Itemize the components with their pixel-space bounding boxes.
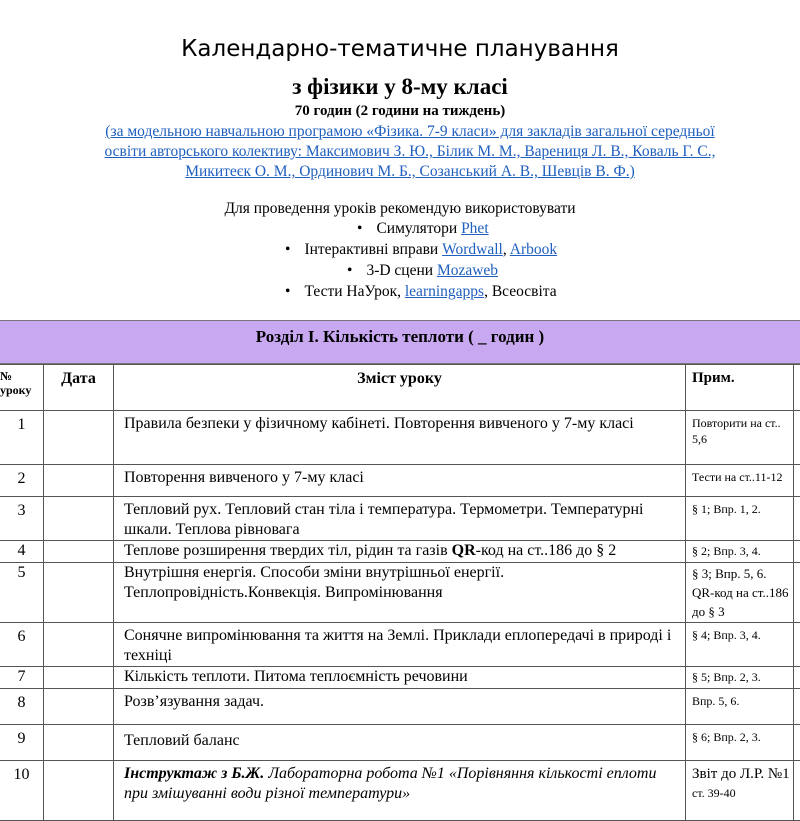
lesson-number: 1 <box>0 411 44 465</box>
lesson-number: 3 <box>0 497 44 541</box>
lesson-content: Тепловий баланс <box>114 725 686 761</box>
extra-cell <box>794 465 800 497</box>
extra-cell <box>794 623 800 667</box>
resource-item-3d <box>347 262 498 280</box>
lesson-note: § 3; Впр. 5, 6. QR-код на ст..186 до § 3 <box>686 563 794 623</box>
table-row <box>0 541 800 563</box>
recommend-text: Для проведення уроків рекомендую використовувати <box>0 200 800 218</box>
lesson-content: Кількість теплоти. Питома теплоємність речовини <box>114 667 686 689</box>
table-row <box>0 623 800 667</box>
lesson-date[interactable] <box>44 541 114 563</box>
header-extra <box>794 365 800 411</box>
resource-label: Тести НаУрок, <box>304 283 404 300</box>
extra-cell <box>794 497 800 541</box>
table-row <box>0 563 800 623</box>
lesson-number: 2 <box>0 465 44 497</box>
lesson-number: 7 <box>0 667 44 689</box>
table-row <box>0 725 800 761</box>
lesson-date[interactable] <box>44 689 114 725</box>
bullet-icon: • <box>357 220 362 238</box>
lesson-note: § 6; Впр. 2, 3. <box>686 725 794 761</box>
lesson-note: Повторити на ст.. 5,6 <box>686 411 794 465</box>
lesson-note: Тести на ст..11-12 <box>686 465 794 497</box>
link-phet[interactable]: Phet <box>461 220 489 237</box>
link-learningapps[interactable]: learningapps <box>405 283 484 300</box>
separator: , <box>503 241 510 258</box>
lesson-note: § 1; Впр. 1, 2. <box>686 497 794 541</box>
lesson-date[interactable] <box>44 563 114 623</box>
link-mozaweb[interactable]: Mozaweb <box>437 262 498 279</box>
instruction-label: Інструктаж з Б.Ж. <box>124 765 264 782</box>
lesson-note: § 4; Впр. 3, 4. <box>686 623 794 667</box>
hours-text: 70 годин (2 години на тиждень) <box>0 103 800 120</box>
lesson-date[interactable] <box>44 623 114 667</box>
header-note: Прим. <box>686 365 794 411</box>
resource-label: Симулятори <box>376 220 461 237</box>
lesson-date[interactable] <box>44 725 114 761</box>
bullet-icon: • <box>285 241 290 259</box>
lesson-note: Впр. 5, 6. <box>686 689 794 725</box>
header-lesson-number: № уроку <box>0 365 44 411</box>
lesson-date[interactable] <box>44 465 114 497</box>
lesson-date[interactable] <box>44 497 114 541</box>
section-header <box>0 320 800 364</box>
content-text: Теплове розширення твердих тіл, рідин та газів <box>124 542 452 559</box>
table-row <box>0 465 800 497</box>
extra-cell <box>794 725 800 761</box>
extra-cell <box>794 761 800 821</box>
resource-item-simulators <box>357 220 489 238</box>
lesson-number: 6 <box>0 623 44 667</box>
table-header-row <box>0 365 800 411</box>
link-arbook[interactable]: Arbook <box>510 241 557 258</box>
lesson-date[interactable] <box>44 667 114 689</box>
lesson-note: § 5; Впр. 2, 3. <box>686 667 794 689</box>
page-subtitle: з фізики у 8-му класі <box>0 74 800 100</box>
resource-item-interactive <box>285 241 557 259</box>
lesson-content: Сонячне випромінювання та життя на Землі. Приклади еплопередачі в природі і техніці <box>114 623 686 667</box>
lesson-table <box>0 364 800 821</box>
resource-label: Інтерактивні вправи <box>304 241 442 258</box>
extra-cell <box>794 411 800 465</box>
lesson-number: 8 <box>0 689 44 725</box>
lesson-number: 4 <box>0 541 44 563</box>
header-date: Дата <box>44 365 114 411</box>
note-pages: ст. 39-40 <box>692 786 736 800</box>
content-text: Лабораторна робота №1 «Порівняння кількості еплоти при змішуванні води різної температури» <box>124 765 656 802</box>
lesson-note <box>686 761 794 821</box>
note-text: Звіт до Л.Р. №1 <box>692 766 790 782</box>
lesson-number: 5 <box>0 563 44 623</box>
link-wordwall[interactable]: Wordwall <box>442 241 503 258</box>
extra-cell <box>794 541 800 563</box>
lesson-content <box>114 541 686 563</box>
resource-item-tests <box>285 283 557 301</box>
header-content: Зміст уроку <box>114 365 686 411</box>
extra-cell <box>794 563 800 623</box>
page-title: Календарно-тематичне планування <box>0 36 800 62</box>
resource-tail: , Всеосвіта <box>484 283 557 300</box>
program-link[interactable]: (за модельною навчальною програмою «Фізика. 7-9 класи» для закладів загальної середньої освіти авторського колективу: Максимович З. Ю., Білик М. М., Варениця Л. В., Коваль Г. С., Микитеєк О. М., Ординович М. Б., Созанський А. В., Шевців В. Ф.) <box>90 122 730 182</box>
bullet-icon: • <box>285 283 290 301</box>
lesson-content: Повторення вивченого у 7-му класі <box>114 465 686 497</box>
extra-cell <box>794 667 800 689</box>
extra-cell <box>794 689 800 725</box>
lesson-note: § 2; Впр. 3, 4. <box>686 541 794 563</box>
content-text: -код на ст..186 до § 2 <box>476 542 617 559</box>
lesson-content: Внутрішня енергія. Способи зміни внутрішньої енергії. Теплопровідність.Конвекція. Випромінювання <box>114 563 686 623</box>
section-title: Розділ І. Кількість теплоти ( _ годин ) <box>0 327 800 347</box>
lesson-content: Тепловий рух. Тепловий стан тіла і температура. Термометри. Температурні шкали. Теплова рівновага <box>114 497 686 541</box>
lesson-content <box>114 761 686 821</box>
lesson-number: 9 <box>0 725 44 761</box>
lesson-date[interactable] <box>44 761 114 821</box>
lesson-number: 10 <box>0 761 44 821</box>
resource-label: 3-D сцени <box>366 262 437 279</box>
table-row <box>0 411 800 465</box>
qr-label: QR <box>452 542 476 559</box>
table-row <box>0 497 800 541</box>
bullet-icon: • <box>347 262 352 280</box>
table-row <box>0 761 800 821</box>
table-row <box>0 667 800 689</box>
lesson-content: Правила безпеки у фізичному кабінеті. Повторення вивченого у 7-му класі <box>114 411 686 465</box>
lesson-content: Розв’язування задач. <box>114 689 686 725</box>
lesson-date[interactable] <box>44 411 114 465</box>
table-row <box>0 689 800 725</box>
